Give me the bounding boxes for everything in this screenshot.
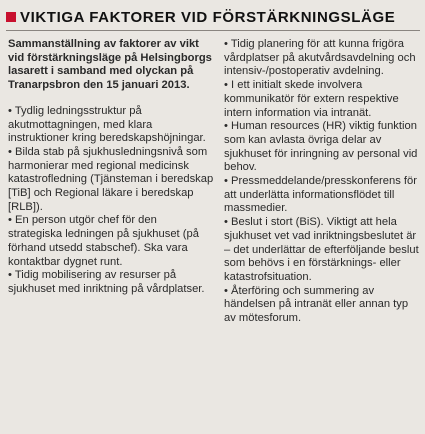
list-item: • Bilda stab på sjukhusledningsnivå som harmonierar med regional medicinsk katastrofledning (Tjänsteman i beredskap [TiB] och Regional läkare i beredskap [RLB]). (8, 145, 214, 213)
left-column (8, 38, 214, 297)
square-bullet-icon (6, 12, 16, 22)
right-column (224, 38, 420, 326)
list-item: • Beslut i stort (BiS). Viktigt att hela sjukhuset vet vad inriktningsbeslutet är – det underlättar de efterföljande beslut som behövs i en förstärknings- eller katastrofsituation. (224, 216, 419, 283)
list-item: • Human resources (HR) viktig funktion som kan avlasta övriga delar av sjukhuset för inringning av personal vid behov. (224, 120, 418, 174)
list-item: • Tidig planering för att kunna frigöra vårdplatser på akutvårdsavdelning och intensiv-/postoperativ avdelning. (224, 38, 416, 78)
list-item: • I ett initialt skede involvera kommunikatör för extern respektive intern information via intranät. (224, 79, 399, 119)
list-item: • En person utgör chef för den strategiska ledningen på sjukhuset (på förhand utsedd stabschef). Ska vara kontaktbar dygnet runt. (8, 214, 199, 268)
list-item: • Tydlig ledningsstruktur på akutmottagningen, med klara instruktioner kring beredskapshöjningar. (8, 104, 206, 145)
lead-paragraph: Sammanställning av faktorer av vikt vid förstärkningsläge på Helsingborgs lasarett i samband med olyckan på Tranarpsbron den 15 januari 2013. (8, 38, 212, 92)
section-header (6, 6, 420, 28)
header-divider (6, 30, 420, 31)
list-item: • Pressmeddelande/presskonferens för att underlätta informationsflödet till massmedier. (224, 175, 417, 215)
section-title: VIKTIGA FAKTORER VID FÖRSTÄRKNINGSLÄGE (20, 8, 396, 26)
list-item: • Tidig mobilisering av resurser på sjukhuset med inriktning på vårdplatser. (8, 269, 205, 295)
list-item: • Återföring och summering av händelsen på intranät eller annan typ av mötesforum. (224, 284, 409, 325)
